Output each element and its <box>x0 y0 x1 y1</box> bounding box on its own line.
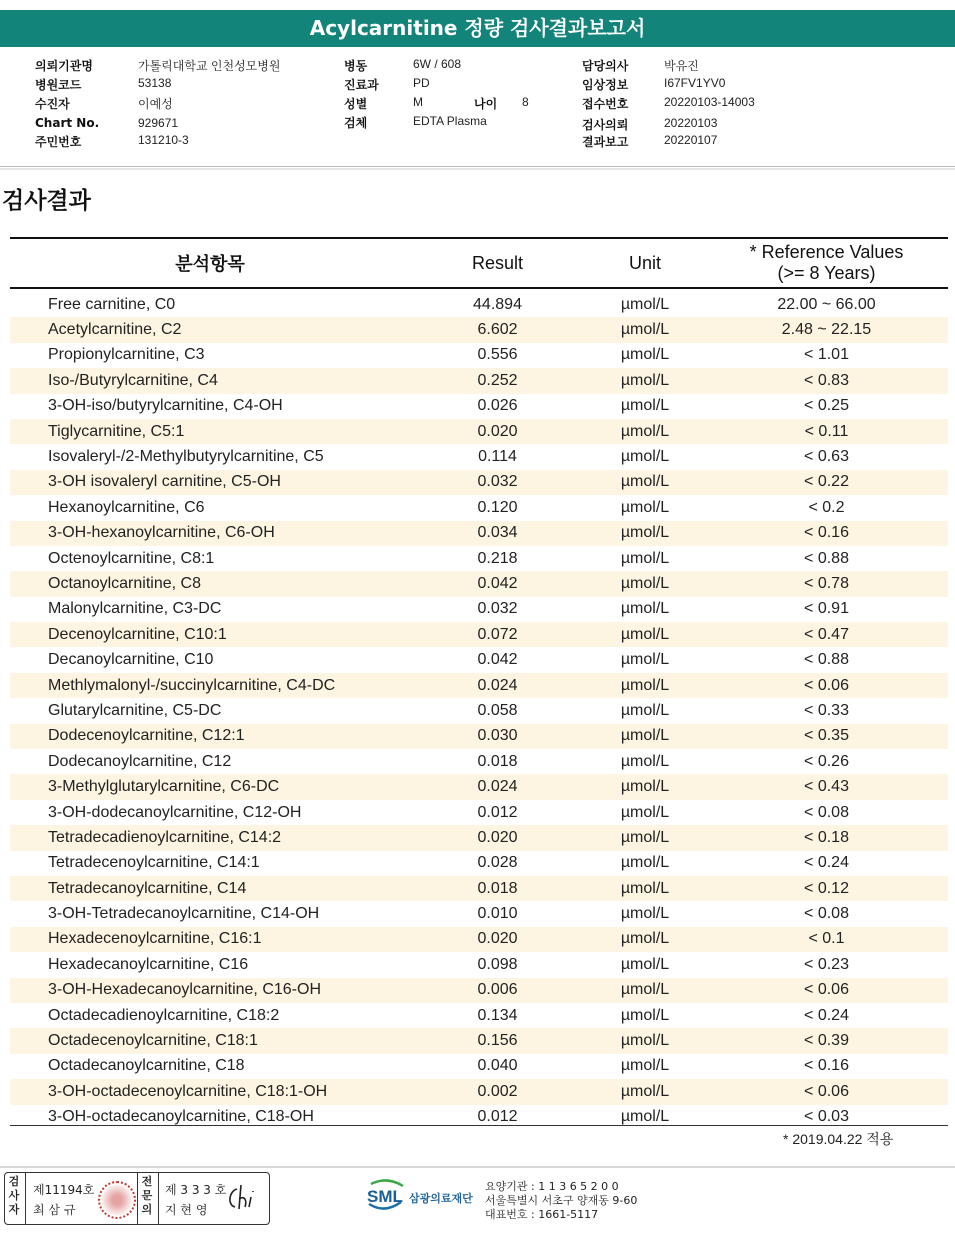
row-reference: < 0.78 <box>705 571 948 596</box>
row-item-name: Tetradecenoylcarnitine, C14:1 <box>48 854 260 872</box>
table-row <box>10 1028 948 1053</box>
table-row <box>10 521 948 546</box>
table-row <box>10 978 948 1003</box>
header-unit: Unit <box>628 252 661 273</box>
table-row <box>10 724 948 749</box>
row-unit: µmol/L <box>620 651 670 669</box>
table-row <box>10 647 948 672</box>
row-unit: µmol/L <box>620 955 670 973</box>
row-reference: < 0.35 <box>705 724 948 749</box>
row-item-name: Isovaleryl-/2-Methylbutyrylcarnitine, C5 <box>48 448 324 466</box>
info-label-resident-no: 주민번호 <box>35 135 82 149</box>
handwritten-signature <box>225 1183 265 1215</box>
signer2-label <box>138 1175 156 1217</box>
row-item-name: Tiglycarnitine, C5:1 <box>10 419 410 444</box>
row-reference: < 0.22 <box>705 470 948 495</box>
logo-text: SML <box>367 1187 403 1206</box>
report-title: Acylcarnitine 정량 검사결과보고서 <box>0 10 955 47</box>
row-unit: µmol/L <box>585 521 705 546</box>
row-result: 0.058 <box>477 701 518 719</box>
table-row <box>10 495 948 520</box>
row-result: 0.018 <box>410 876 585 901</box>
row-result: 0.012 <box>477 1108 518 1126</box>
seal-stamp <box>98 1181 136 1219</box>
row-unit: µmol/L <box>585 571 705 596</box>
row-reference: 2.48 ~ 22.15 <box>705 317 948 342</box>
info-label-patient: 수진자 <box>35 97 70 111</box>
row-reference: < 0.91 <box>804 600 849 618</box>
signer2-label-text: 전문의 <box>141 1175 153 1216</box>
row-result: 0.042 <box>410 571 585 596</box>
row-unit: µmol/L <box>620 600 670 618</box>
header-reference-line1: * Reference Values <box>749 242 904 262</box>
lab-contact-info <box>485 1180 637 1222</box>
table-row <box>10 470 948 495</box>
info-label-request-date: 검사의뢰 <box>582 118 629 132</box>
row-result: 0.218 <box>477 549 518 567</box>
lab-line1: 요양기관 : 1 1 3 6 5 2 0 0 <box>485 1180 619 1193</box>
row-item-name: Malonylcarnitine, C3-DC <box>48 600 222 618</box>
table-row <box>10 343 948 368</box>
table-row <box>10 317 948 342</box>
signer2-name: 지 현 영 <box>165 1203 208 1217</box>
info-value-sex: M <box>413 95 423 109</box>
table-row <box>10 622 948 647</box>
row-unit: µmol/L <box>620 1108 670 1126</box>
row-result: 0.156 <box>410 1028 585 1053</box>
row-item-name: Dodecanoylcarnitine, C12 <box>48 752 232 770</box>
row-result: 0.040 <box>477 1057 518 1075</box>
table-row <box>10 825 948 850</box>
row-item-name: Octadecenoylcarnitine, C18:1 <box>10 1028 410 1053</box>
row-item-name: 3-OH isovaleryl carnitine, C5-OH <box>10 470 410 495</box>
info-value-institution: 가톨릭대학교 인천성모병원 <box>138 59 281 73</box>
table-row <box>10 288 948 317</box>
table-row <box>10 901 948 926</box>
row-result: 0.020 <box>410 825 585 850</box>
row-item-name: Iso-/Butyrylcarnitine, C4 <box>10 368 410 393</box>
row-item-name: Decanoylcarnitine, C10 <box>48 651 214 669</box>
info-label-age: 나이 <box>474 97 498 111</box>
row-unit: µmol/L <box>585 724 705 749</box>
info-label-institution: 의뢰기관명 <box>35 59 93 73</box>
row-reference: < 0.88 <box>804 549 849 567</box>
row-reference: < 0.16 <box>705 521 948 546</box>
row-unit: µmol/L <box>585 1079 705 1104</box>
row-result: 0.120 <box>477 498 518 516</box>
row-result: 0.024 <box>410 774 585 799</box>
row-reference: < 0.06 <box>705 673 948 698</box>
row-item-name: 3-OH-iso/butyrylcarnitine, C4-OH <box>48 397 283 415</box>
signer1-label-text: 검사자 <box>8 1175 20 1216</box>
info-value-clinical-info: I67FV1YV0 <box>664 76 726 90</box>
row-item-name: 3-Methylglutarylcarnitine, C6-DC <box>10 774 410 799</box>
row-result: 0.018 <box>477 752 518 770</box>
row-unit: µmol/L <box>585 927 705 952</box>
row-item-name: Octadecanoylcarnitine, C18 <box>48 1057 245 1075</box>
row-result: 0.030 <box>410 724 585 749</box>
info-value-receipt-no: 20220103-14003 <box>664 95 755 109</box>
row-unit: µmol/L <box>620 448 670 466</box>
row-reference: < 0.83 <box>705 368 948 393</box>
row-unit: µmol/L <box>620 1006 670 1024</box>
signer1-label <box>5 1175 23 1217</box>
row-result: 44.894 <box>473 295 522 313</box>
table-row <box>10 571 948 596</box>
row-unit: µmol/L <box>620 498 670 516</box>
table-row <box>10 1079 948 1104</box>
separator <box>158 1173 159 1224</box>
row-reference: < 0.03 <box>804 1108 849 1126</box>
row-reference: 22.00 ~ 66.00 <box>777 295 876 313</box>
row-reference: < 0.08 <box>804 905 849 923</box>
info-label-ward: 병동 <box>344 59 368 73</box>
row-item-name: 3-OH-Tetradecanoylcarnitine, C14-OH <box>48 905 320 923</box>
row-result: 0.020 <box>410 927 585 952</box>
table-row <box>10 444 948 469</box>
row-unit: µmol/L <box>585 673 705 698</box>
row-reference: < 0.23 <box>804 955 849 973</box>
row-item-name: Hexadecanoylcarnitine, C16 <box>48 955 249 973</box>
row-reference: < 0.06 <box>705 978 948 1003</box>
row-reference: < 0.08 <box>804 803 849 821</box>
info-value-resident-no: 131210-3 <box>138 133 189 147</box>
lab-line2: 서울특별시 서초구 양재동 9-60 <box>485 1194 638 1207</box>
row-reference: < 0.39 <box>705 1028 948 1053</box>
row-item-name: Free carnitine, C0 <box>48 295 176 313</box>
row-result: 0.134 <box>477 1006 518 1024</box>
row-reference: < 0.16 <box>804 1057 849 1075</box>
table-row <box>10 546 948 571</box>
table-row <box>10 774 948 799</box>
row-result: 0.252 <box>410 368 585 393</box>
row-item-name: 3-OH-hexanoylcarnitine, C6-OH <box>10 521 410 546</box>
table-row <box>10 876 948 901</box>
signer1-license: 제11194호 <box>33 1183 95 1197</box>
lab-name: 삼광의료재단 <box>409 1192 473 1205</box>
info-label-clinical-info: 임상정보 <box>582 78 629 92</box>
row-unit: µmol/L <box>620 397 670 415</box>
row-item-name: Glutarylcarnitine, C5-DC <box>48 701 222 719</box>
row-result: 0.072 <box>410 622 585 647</box>
row-unit: µmol/L <box>585 825 705 850</box>
row-result: 0.028 <box>477 854 518 872</box>
row-unit: µmol/L <box>620 549 670 567</box>
row-result: 6.602 <box>410 317 585 342</box>
row-result: 0.010 <box>477 905 518 923</box>
results-table <box>10 237 948 1130</box>
row-reference: < 0.24 <box>804 1006 849 1024</box>
row-item-name: Hexanoylcarnitine, C6 <box>48 498 205 516</box>
info-label-sex: 성별 <box>344 97 368 111</box>
row-result: 0.032 <box>477 600 518 618</box>
section-title: 검사결과 <box>2 188 91 214</box>
table-row <box>10 419 948 444</box>
row-item-name: Hexadecenoylcarnitine, C16:1 <box>10 927 410 952</box>
row-item-name: Tetradecadienoylcarnitine, C14:2 <box>10 825 410 850</box>
row-reference: < 0.26 <box>804 752 849 770</box>
row-result: 0.002 <box>410 1079 585 1104</box>
signature-box <box>4 1172 270 1225</box>
footer-divider <box>0 1166 955 1168</box>
row-item-name: Octadecadienoylcarnitine, C18:2 <box>48 1006 280 1024</box>
row-reference: < 0.24 <box>804 854 849 872</box>
row-item-name: Acetylcarnitine, C2 <box>10 317 410 342</box>
info-value-doctor: 박유진 <box>664 59 699 73</box>
row-item-name: 3-OH-Hexadecanoylcarnitine, C16-OH <box>10 978 410 1003</box>
table-row <box>10 368 948 393</box>
row-reference: < 0.2 <box>808 498 845 516</box>
row-item-name: 3-OH-octadecenoylcarnitine, C18:1-OH <box>10 1079 410 1104</box>
table-row <box>10 1105 948 1130</box>
header-item: 분석항목 <box>175 254 245 274</box>
row-reference: < 0.88 <box>804 651 849 669</box>
sml-logo-icon <box>365 1178 483 1218</box>
row-unit: µmol/L <box>620 701 670 719</box>
table-row <box>10 698 948 723</box>
row-reference: < 0.11 <box>705 419 948 444</box>
row-item-name: Dodecenoylcarnitine, C12:1 <box>10 724 410 749</box>
row-item-name: Tetradecanoylcarnitine, C14 <box>10 876 410 901</box>
row-result: 0.020 <box>410 419 585 444</box>
table-bottom-rule <box>10 1125 948 1126</box>
info-label-doctor: 담당의사 <box>582 59 629 73</box>
table-row <box>10 394 948 419</box>
info-value-specimen: EDTA Plasma <box>413 114 487 128</box>
row-reference: < 0.63 <box>804 448 849 466</box>
header-reference-line2: (>= 8 Years) <box>777 263 876 283</box>
info-value-patient: 이예성 <box>138 97 173 111</box>
row-reference: < 0.25 <box>804 397 849 415</box>
row-reference: < 0.33 <box>804 701 849 719</box>
info-value-chart-no: 929671 <box>138 116 179 130</box>
lab-line3: 대표번호 : 1661-5117 <box>485 1208 599 1221</box>
row-result: 0.114 <box>478 448 517 466</box>
info-label-receipt-no: 접수번호 <box>582 97 629 111</box>
table-row <box>10 673 948 698</box>
row-result: 0.024 <box>410 673 585 698</box>
info-label-hospital-code: 병원코드 <box>35 78 82 92</box>
row-unit: µmol/L <box>620 1057 670 1075</box>
row-result: 0.556 <box>477 346 518 364</box>
info-value-hospital-code: 53138 <box>138 76 172 90</box>
row-unit: µmol/L <box>620 854 670 872</box>
patient-info-block <box>0 50 955 167</box>
row-unit: µmol/L <box>585 317 705 342</box>
row-unit: µmol/L <box>620 752 670 770</box>
row-unit: µmol/L <box>585 876 705 901</box>
info-value-request-date: 20220103 <box>664 116 718 130</box>
table-row <box>10 952 948 977</box>
table-row <box>10 927 948 952</box>
info-value-report-date: 20220107 <box>664 133 718 147</box>
row-item-name: Methlymalonyl-/succinylcarnitine, C4-DC <box>10 673 410 698</box>
row-result: 0.042 <box>477 651 518 669</box>
row-unit: µmol/L <box>620 346 670 364</box>
row-item-name: Decenoylcarnitine, C10:1 <box>10 622 410 647</box>
row-item-name: Propionylcarnitine, C3 <box>48 346 205 364</box>
row-reference: < 0.18 <box>705 825 948 850</box>
info-label-chart-no: Chart No. <box>35 116 100 130</box>
row-result: 0.034 <box>410 521 585 546</box>
row-reference: < 1.01 <box>804 346 849 364</box>
row-unit: µmol/L <box>585 622 705 647</box>
info-value-ward: 6W / 608 <box>413 57 462 71</box>
row-unit: µmol/L <box>585 470 705 495</box>
signer1-name: 최 삼 규 <box>33 1203 76 1217</box>
row-reference: < 0.47 <box>705 622 948 647</box>
row-unit: µmol/L <box>585 774 705 799</box>
table-header-row <box>10 238 948 288</box>
section-divider <box>0 168 955 170</box>
row-unit: µmol/L <box>620 803 670 821</box>
info-label-report-date: 결과보고 <box>582 135 629 149</box>
signer2-license: 제 3 3 3 호 <box>165 1183 227 1197</box>
row-result: 0.098 <box>477 955 518 973</box>
row-unit: µmol/L <box>620 295 670 313</box>
row-unit: µmol/L <box>620 905 670 923</box>
row-reference: < 0.43 <box>705 774 948 799</box>
row-reference: < 0.12 <box>705 876 948 901</box>
table-row <box>10 800 948 825</box>
info-label-specimen: 검체 <box>344 116 368 130</box>
row-unit: µmol/L <box>585 1028 705 1053</box>
row-reference: < 0.1 <box>705 927 948 952</box>
table-row <box>10 1054 948 1079</box>
row-item-name: Octanoylcarnitine, C8 <box>10 571 410 596</box>
info-value-age: 8 <box>522 95 529 109</box>
row-result: 0.012 <box>477 803 518 821</box>
table-row <box>10 749 948 774</box>
table-row <box>10 597 948 622</box>
row-unit: µmol/L <box>585 978 705 1003</box>
row-unit: µmol/L <box>585 368 705 393</box>
table-row <box>10 851 948 876</box>
footnote: * 2019.04.22 적용 <box>783 1131 894 1147</box>
info-value-department: PD <box>413 76 430 90</box>
row-reference: < 0.06 <box>705 1079 948 1104</box>
separator <box>25 1173 26 1224</box>
row-result: 0.032 <box>410 470 585 495</box>
row-result: 0.026 <box>477 397 518 415</box>
row-item-name: 3-OH-octadecanoylcarnitine, C18-OH <box>48 1108 314 1126</box>
row-item-name: Octenoylcarnitine, C8:1 <box>48 549 215 567</box>
header-result: Result <box>471 252 524 273</box>
header-reference <box>705 238 948 288</box>
row-result: 0.006 <box>410 978 585 1003</box>
sml-logo <box>365 1178 483 1222</box>
row-unit: µmol/L <box>585 419 705 444</box>
info-label-department: 진료과 <box>344 78 379 92</box>
row-item-name: 3-OH-dodecanoylcarnitine, C12-OH <box>48 803 302 821</box>
table-row <box>10 1003 948 1028</box>
